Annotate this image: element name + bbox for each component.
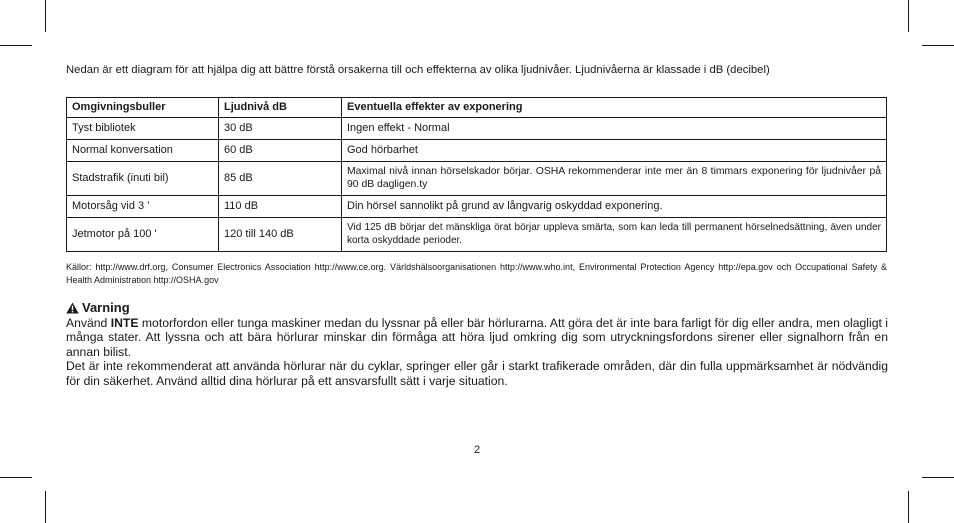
sources-text: Källor: http://www.drf.org, Consumer Electronics Association http://www.ce.org. Världshälsoorganisationen http://www.who.int, Environmental Protection Agency http://epa.gov och Occupational Safety & Health Administration http://OSHA.gov (66, 262, 887, 285)
table-cell: Stadstrafik (inuti bil) (67, 162, 219, 196)
crop-mark (0, 45, 32, 46)
noise-level-table (66, 97, 887, 252)
crop-mark (922, 477, 954, 478)
table-cell: 120 till 140 dB (219, 218, 342, 252)
table-cell: Maximal nivå innan hörselskador börjar. OSHA rekommenderar inte mer än 8 timmars exponering för ljudnivåer på 90 dB dagligen.ty (342, 162, 887, 196)
crop-mark (908, 491, 909, 523)
warning-paragraph (66, 316, 888, 359)
column-header: Omgivningsbuller (67, 98, 219, 118)
crop-mark (0, 477, 32, 478)
warning-triangle-icon (66, 302, 79, 314)
column-header: Eventuella effekter av exponering (342, 98, 887, 118)
table-row (67, 140, 887, 162)
table-cell: Vid 125 dB börjar det mänskliga örat börjar uppleva smärta, som kan leda till permanent hörselnedsättning, även under korta oskyddade perioder. (342, 218, 887, 252)
table-cell: Jetmotor på 100 ' (67, 218, 219, 252)
table-cell: Tyst bibliotek (67, 118, 219, 140)
column-header: Ljudnivå dB (219, 98, 342, 118)
table-cell: Din hörsel sannolikt på grund av långvarig oskyddad exponering. (342, 196, 887, 218)
table-cell: Ingen effekt - Normal (342, 118, 887, 140)
table-header-row (67, 98, 887, 118)
table-cell: 30 dB (219, 118, 342, 140)
table-cell: Normal konversation (67, 140, 219, 162)
table-row (67, 196, 887, 218)
crop-mark (45, 491, 46, 523)
intro-text: Nedan är ett diagram för att hjälpa dig att bättre förstå orsakerna till och effekterna av olika ljudnivåer. Ljudnivåerna är klassade i dB (decibel) (66, 64, 770, 76)
crop-mark (45, 0, 46, 32)
table-cell: 110 dB (219, 196, 342, 218)
table-row (67, 218, 887, 252)
warning-heading (66, 299, 130, 317)
warning-emphasis: INTE (110, 316, 139, 330)
page-number: 2 (473, 444, 481, 456)
table-row (67, 118, 887, 140)
warning-body (66, 316, 888, 388)
table-cell: 60 dB (219, 140, 342, 162)
table-row (67, 162, 887, 196)
table-cell: God hörbarhet (342, 140, 887, 162)
warning-paragraph: Det är inte rekommenderat att använda hörlurar när du cyklar, springer eller går i starkt trafikerade områden, där din fulla uppmärksamhet är nödvändig för din säkerhet. Använd alltid dina hörlurar på ett ansvarsfullt sätt i varje situation. (66, 359, 888, 388)
table-cell: Motorsåg vid 3 ' (67, 196, 219, 218)
warning-text: motorfordon eller tunga maskiner medan du lyssnar på eller bär hörlurarna. Att göra det är inte bara farligt för dig eller andra, men olagligt i många stater. Att lyssna och att bära hörlurar minskar din förmåga att höra ljud omkring dig som utryckningsfordons sirener eller signalhorn från en annan bilist. (66, 316, 888, 359)
warning-text: Använd (66, 316, 111, 330)
crop-mark (908, 0, 909, 32)
warning-title: Varning (82, 300, 130, 315)
crop-mark (922, 45, 954, 46)
table-cell: 85 dB (219, 162, 342, 196)
